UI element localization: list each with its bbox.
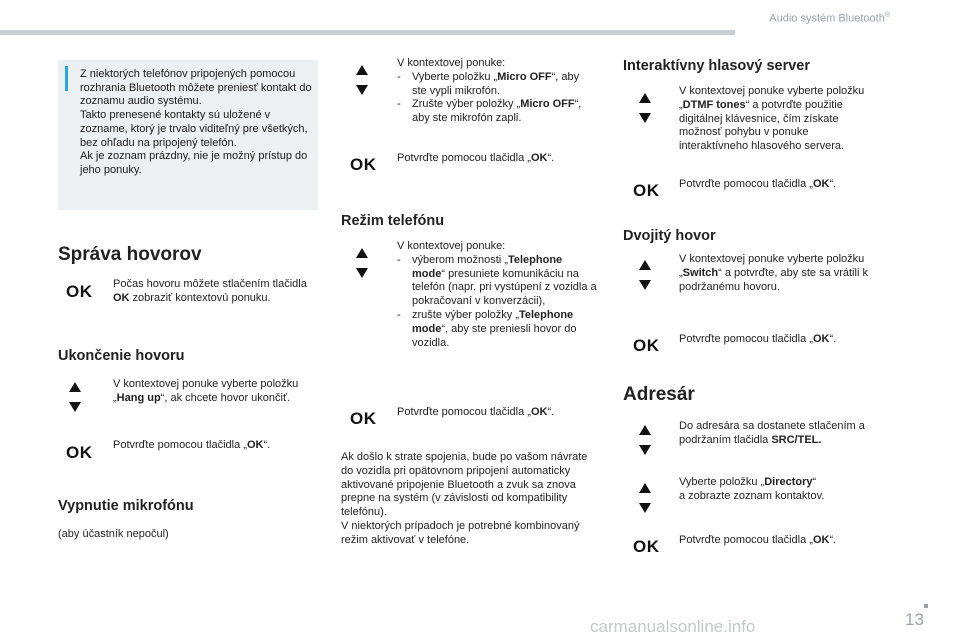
up-down-arrows-icon [69,382,83,412]
info-icon [65,69,68,91]
up-down-arrows-icon [356,248,370,278]
info-note-box [58,60,318,210]
interaktivny-text-2: Potvrďte pomocou tlačidla „OK“. [679,178,837,190]
header-rule [0,30,735,35]
ukoncenie-text-2: Potvrďte pomocou tlačidla „OK“. [113,439,271,451]
section-title-rezim-telefonu: Režim telefónu [341,213,445,229]
section-title-sprava-hovorov: Správa hovorov [58,244,202,265]
watermark: carmanualsonline.info [590,617,756,636]
info-note-text: Z niektorých telefónov pripojených pomocou rozhrania Bluetooth môžete preniesť kontakt do zoznamu audio systému. Takto prenesené kontakty sú uložené v zozname, ktorý je trvalo viditeľný pre všetkých, bez ohľadu na pripojený telefón. Ak je zoznam prázdny, nie je možný prístup do jeho ponuky. [80,68,312,176]
ok-button-icon: OK [350,155,377,174]
dvojity-text-2: Potvrďte pomocou tlačidla „OK“. [679,333,837,345]
section-title-dvojity-hovor: Dvojitý hovor [623,228,716,244]
section-title-ukoncenie-hovoru: Ukončenie hovoru [58,348,185,364]
section-title-vypnutie-mikrofonu: Vypnutie mikrofónu [58,498,194,514]
ok-button-icon: OK [66,282,93,301]
ok-button-icon: OK [633,537,660,556]
up-down-arrows-icon [639,260,653,290]
page-header-title: Audio systém Bluetooth® [769,12,890,25]
dvojity-text-1: V kontextovej ponuke vyberte položku „Switch“ a potvrďte, aby ste sa vrátili k podržanému hovoru. [679,253,868,293]
footer-marker [924,604,928,608]
ok-button-icon: OK [350,409,377,428]
mikro-menu-text: V kontextovej ponuke: - Vyberte položku „Micro OFF“, aby ste vypli mikrofón. - Zrušte výber položky „Micro OFF“, aby ste mikrofón zapli. [397,57,582,125]
up-down-arrows-icon [356,65,370,95]
up-down-arrows-icon [639,483,653,513]
ok-button-icon: OK [633,336,660,355]
adresar-text-2: Vyberte položku „Directory“ a zobrazte zoznam kontaktov. [679,476,825,502]
page-number: 13 [905,610,924,629]
up-down-arrows-icon [639,93,653,123]
ukoncenie-text-1: V kontextovej ponuke vyberte položku „Hang up“, ak chcete hovor ukončiť. [113,378,299,404]
rezim-confirm-text: Potvrďte pomocou tlačidla „OK“. [397,406,555,418]
adresar-text-3: Potvrďte pomocou tlačidla „OK“. [679,534,837,546]
vypnutie-subtitle: (aby účastník nepočul) [58,528,169,540]
section-title-interaktivny-server: Interaktívny hlasový server [623,58,810,74]
rezim-menu-text: V kontextovej ponuke: - výberom možnosti „Telephone mode“ presuniete komunikáciu na telefón (napr. pri vystúpení z vozidla a pokračovaní v konverzácii), - zrušte výber položky „Telephone mode“, aby ste preniesli hovor do vozidla. [397,240,597,349]
adresar-text-1: Do adresára sa dostanete stlačením a podržaním tlačidla SRC/TEL. [679,420,865,446]
mikro-confirm-text: Potvrďte pomocou tlačidla „OK“. [397,152,555,164]
up-down-arrows-icon [639,425,653,455]
rezim-paragraph: Ak došlo k strate spojenia, bude po vašom návrate do vozidla pri opätovnom pripojení automaticky aktivované pripojenie Bluetooth a zvuk sa znova prepne na systém (v závislosti od kompatibility telefónu). V niektorých prípadoch je potrebné kombinovaný režim aktivovať v telefóne. [341,451,588,546]
section-title-adresar: Adresár [623,384,695,405]
ok-button-icon: OK [633,181,660,200]
interaktivny-text-1: V kontextovej ponuke vyberte položku „DTMF tones“ a potvrďte použitie digitálnej klávesnice, čím získate možnosť pohybu v ponuke interaktívneho hlasového servera. [679,85,865,153]
ok-button-icon: OK [66,443,93,462]
sprava-text: Počas hovoru môžete stlačením tlačidla OK zobraziť kontextovú ponuku. [113,278,307,304]
